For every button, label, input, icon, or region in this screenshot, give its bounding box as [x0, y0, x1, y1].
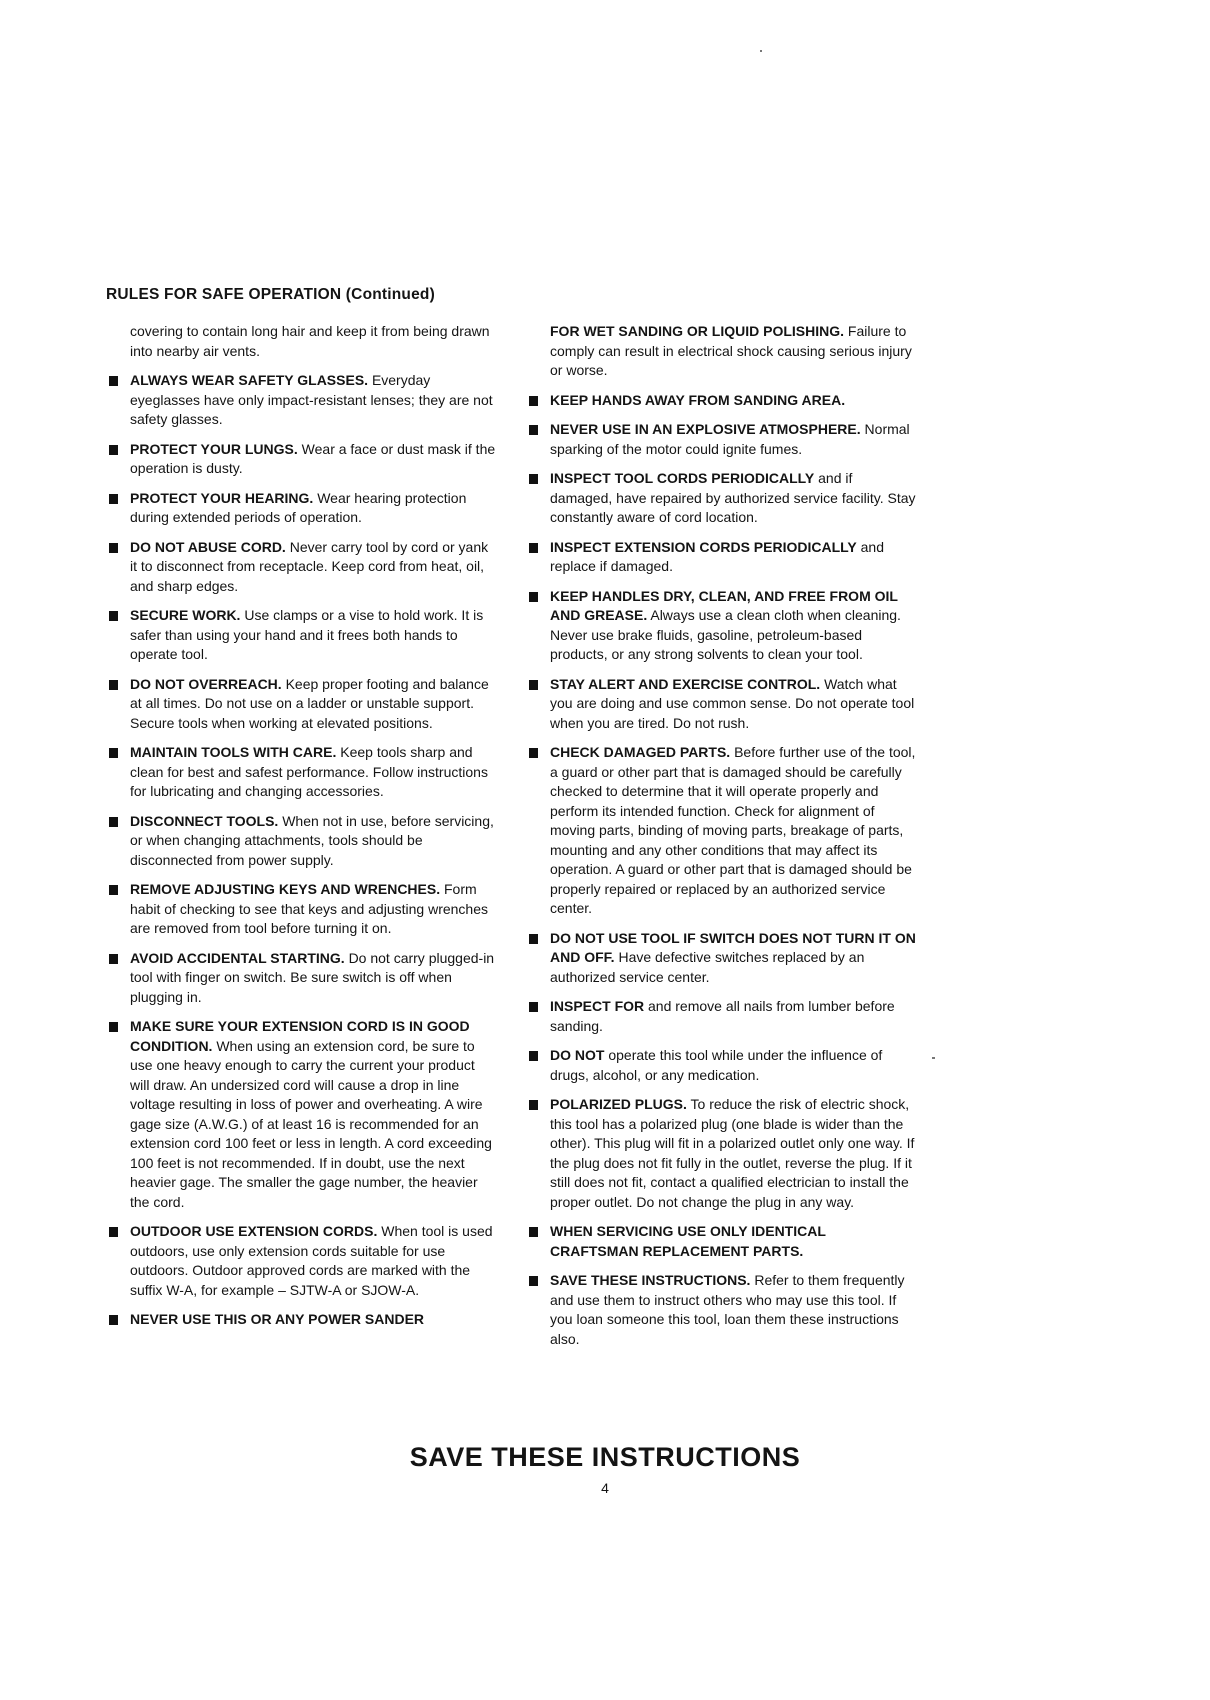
- rule-text: Before further use of the tool, a guard or other part that is damaged should be carefully checked to determine that it will operate properly and perform its intended function. Check for alignment of moving parts, binding of moving parts, breakage of parts, mounting and any other conditions that may affect its operation. A guard or other part that is damaged should be properly repaired or replaced by an authorized service center.: [550, 744, 916, 916]
- rule-lead: SAVE THESE INSTRUCTIONS.: [550, 1272, 751, 1288]
- rule-item: [106, 675, 496, 734]
- rule-text: Use clamps or a vise to hold work. It is safer than using your hand and it frees both hands to operate tool.: [130, 607, 484, 662]
- rule-lead: KEEP HANDLES DRY, CLEAN, AND FREE FROM OIL AND GREASE.: [550, 587, 898, 623]
- square-bullet-icon: [109, 611, 118, 621]
- rule-item: [526, 391, 916, 411]
- rule-item: [106, 743, 496, 802]
- rule-lead: MAKE SURE YOUR EXTENSION CORD IS IN GOOD CONDITION.: [130, 1018, 470, 1054]
- rule-lead: AVOID ACCIDENTAL STARTING.: [130, 949, 345, 966]
- left-column: [106, 322, 496, 1340]
- rule-item: [526, 1046, 916, 1085]
- square-bullet-icon: [109, 817, 118, 827]
- rule-lead: NEVER USE IN AN EXPLOSIVE ATMOSPHERE.: [550, 421, 861, 437]
- square-bullet-icon: [109, 954, 118, 964]
- rule-lead: INSPECT EXTENSION CORDS PERIODICALLY: [550, 538, 857, 555]
- rule-text: Wear a face or dust mask if the operation is dusty.: [130, 440, 496, 476]
- right-column: [526, 322, 916, 1359]
- rule-text: When using an extension cord, be sure to use one heavy enough to carry the current your product will draw. An undersized cord will cause a drop in line voltage resulting in loss of power and overheating. A wire gage size (A.W.G.) of at least 16 is recommended for an extension cord 100 feet or less in length. A cord exceeding 100 feet is not recommended. If in doubt, use the next heavier gage. The smaller the gage number, the heavier the cord.: [130, 1037, 492, 1210]
- square-bullet-icon: [529, 1051, 538, 1061]
- rule-text: and if damaged, have repaired by authorized service facility. Stay constantly aware of cord location.: [550, 470, 916, 525]
- rule-text: and remove all nails from lumber before sanding.: [550, 998, 895, 1034]
- rule-text: Have defective switches replaced by an authorized service center.: [550, 949, 865, 985]
- rule-lead: DO NOT: [550, 1047, 605, 1063]
- rule-lead: WHEN SERVICING USE ONLY IDENTICAL CRAFTSMAN REPLACEMENT PARTS.: [550, 1223, 826, 1259]
- square-bullet-icon: [529, 592, 538, 602]
- rule-item: [106, 440, 496, 479]
- square-bullet-icon: [109, 543, 118, 553]
- rule-lead: STAY ALERT AND EXERCISE CONTROL.: [550, 675, 821, 692]
- rule-text: Refer to them frequently and use them to instruct others who may use this tool. If you loan someone this tool, loan them these instructions also.: [550, 1272, 905, 1347]
- square-bullet-icon: [529, 1100, 538, 1110]
- rule-lead: MAINTAIN TOOLS WITH CARE.: [130, 744, 337, 760]
- rule-text: operate this tool while under the influence of drugs, alcohol, or any medication.: [550, 1047, 883, 1083]
- rule-text: Normal sparking of the motor could ignite fumes.: [550, 421, 910, 457]
- rule-lead: ALWAYS WEAR SAFETY GLASSES.: [130, 372, 369, 388]
- square-bullet-icon: [529, 680, 538, 690]
- rule-item: [526, 322, 916, 381]
- rule-lead: INSPECT TOOL CORDS PERIODICALLY: [550, 470, 815, 486]
- rule-item: [526, 743, 916, 919]
- rule-item: [106, 812, 496, 871]
- square-bullet-icon: [109, 748, 118, 758]
- rule-lead: DO NOT OVERREACH.: [130, 675, 282, 692]
- rule-lead: PROTECT YOUR HEARING.: [130, 489, 314, 506]
- rule-item: [106, 949, 496, 1008]
- rule-text: To reduce the risk of electric shock, this tool has a polarized plug (one blade is wider than the other). This plug will fit in a polarized outlet only one way. If the plug does not fit fully in the outlet, reverse the plug. If it still does not fit, contact a qualified electrician to install the proper outlet. Do not change the plug in any way.: [550, 1096, 915, 1210]
- scan-speck: [932, 1057, 935, 1059]
- rule-text: covering to contain long hair and keep it from being drawn into nearby air vents.: [130, 323, 490, 359]
- rule-item: [106, 880, 496, 939]
- rule-item: [106, 322, 496, 361]
- save-instructions-title: SAVE THESE INSTRUCTIONS: [409, 1442, 801, 1472]
- square-bullet-icon: [109, 885, 118, 895]
- rule-text: Do not carry plugged-in tool with finger on switch. Be sure switch is off when plugging in.: [130, 949, 495, 1005]
- rule-item: [526, 469, 916, 528]
- square-bullet-icon: [529, 425, 538, 435]
- rule-item: [526, 587, 916, 665]
- rule-item: [526, 997, 916, 1036]
- rule-text: Wear hearing protection during extended periods of operation.: [130, 489, 467, 525]
- rule-item: [106, 538, 496, 597]
- square-bullet-icon: [529, 934, 538, 944]
- rule-lead: INSPECT FOR: [550, 998, 645, 1014]
- rule-text: Everyday eyeglasses have only impact-resistant lenses; they are not safety glasses.: [130, 372, 493, 427]
- rule-lead: KEEP HANDS AWAY FROM SANDING AREA.: [550, 391, 846, 408]
- rule-text: When not in use, before servicing, or when changing attachments, tools should be disconnected from power supply.: [130, 812, 494, 868]
- square-bullet-icon: [109, 376, 118, 386]
- rule-lead: DO NOT ABUSE CORD.: [130, 538, 286, 555]
- rule-item: [526, 675, 916, 734]
- square-bullet-icon: [529, 748, 538, 758]
- rule-lead: DO NOT USE TOOL IF SWITCH DOES NOT TURN IT ON AND OFF.: [550, 929, 916, 965]
- rule-text: Form habit of checking to see that keys and adjusting wrenches are removed from tool before turning it on.: [130, 881, 488, 936]
- square-bullet-icon: [529, 1002, 538, 1012]
- square-bullet-icon: [529, 1276, 538, 1286]
- rule-item: [106, 606, 496, 665]
- rule-item: [106, 1222, 496, 1300]
- rule-text: Keep tools sharp and clean for best and safest performance. Follow instructions for lubricating and changing accessories.: [130, 744, 488, 799]
- rule-lead: POLARIZED PLUGS.: [550, 1096, 687, 1112]
- square-bullet-icon: [109, 1022, 118, 1032]
- rule-lead: FOR WET SANDING OR LIQUID POLISHING.: [550, 323, 844, 339]
- rule-lead: CHECK DAMAGED PARTS.: [550, 744, 731, 760]
- rule-item: [106, 371, 496, 430]
- rule-lead: REMOVE ADJUSTING KEYS AND WRENCHES.: [130, 881, 441, 897]
- rule-text: Never carry tool by cord or yank it to disconnect from receptacle. Keep cord from heat, oil, and sharp edges.: [130, 538, 489, 594]
- rule-item: [106, 1017, 496, 1212]
- rule-item: [526, 1271, 916, 1349]
- square-bullet-icon: [529, 474, 538, 484]
- rule-item: [106, 489, 496, 528]
- rule-lead: PROTECT YOUR LUNGS.: [130, 440, 298, 457]
- square-bullet-icon: [109, 1315, 118, 1325]
- square-bullet-icon: [109, 445, 118, 455]
- rule-text: Failure to comply can result in electrical shock causing serious injury or worse.: [550, 323, 912, 378]
- rule-text: Watch what you are doing and use common sense. Do not operate tool when you are tired. Do not rush.: [550, 675, 915, 731]
- page-number: 4: [601, 1480, 609, 1496]
- rule-lead: SECURE WORK.: [130, 607, 241, 623]
- rule-text: Always use a clean cloth when cleaning. Never use brake fluids, gasoline, petroleum-based products, or any strong solvents to clean your tool.: [550, 607, 901, 662]
- rule-lead: DISCONNECT TOOLS.: [130, 812, 279, 829]
- rule-item: [106, 1310, 496, 1330]
- rule-lead: OUTDOOR USE EXTENSION CORDS.: [130, 1223, 378, 1239]
- square-bullet-icon: [109, 494, 118, 504]
- square-bullet-icon: [109, 1227, 118, 1237]
- rule-item: [526, 538, 916, 577]
- rule-lead: NEVER USE THIS OR ANY POWER SANDER: [130, 1311, 425, 1327]
- scan-speck: [760, 50, 762, 52]
- square-bullet-icon: [529, 396, 538, 406]
- square-bullet-icon: [529, 543, 538, 553]
- rule-text: and replace if damaged.: [550, 538, 884, 574]
- square-bullet-icon: [529, 1227, 538, 1237]
- square-bullet-icon: [109, 680, 118, 690]
- section-heading: RULES FOR SAFE OPERATION (Continued): [106, 286, 435, 303]
- rule-item: [526, 929, 916, 988]
- rule-text: When tool is used outdoors, use only extension cords suitable for use outdoors. Outdoor approved cords are marked with the suffix W-A, for example – SJTW-A or SJOW-A.: [130, 1223, 493, 1298]
- rule-item: [526, 420, 916, 459]
- rule-item: [526, 1095, 916, 1212]
- rule-text: Keep proper footing and balance at all times. Do not use on a ladder or unstable support. Secure tools when working at elevated positions.: [130, 675, 489, 731]
- rule-item: [526, 1222, 916, 1261]
